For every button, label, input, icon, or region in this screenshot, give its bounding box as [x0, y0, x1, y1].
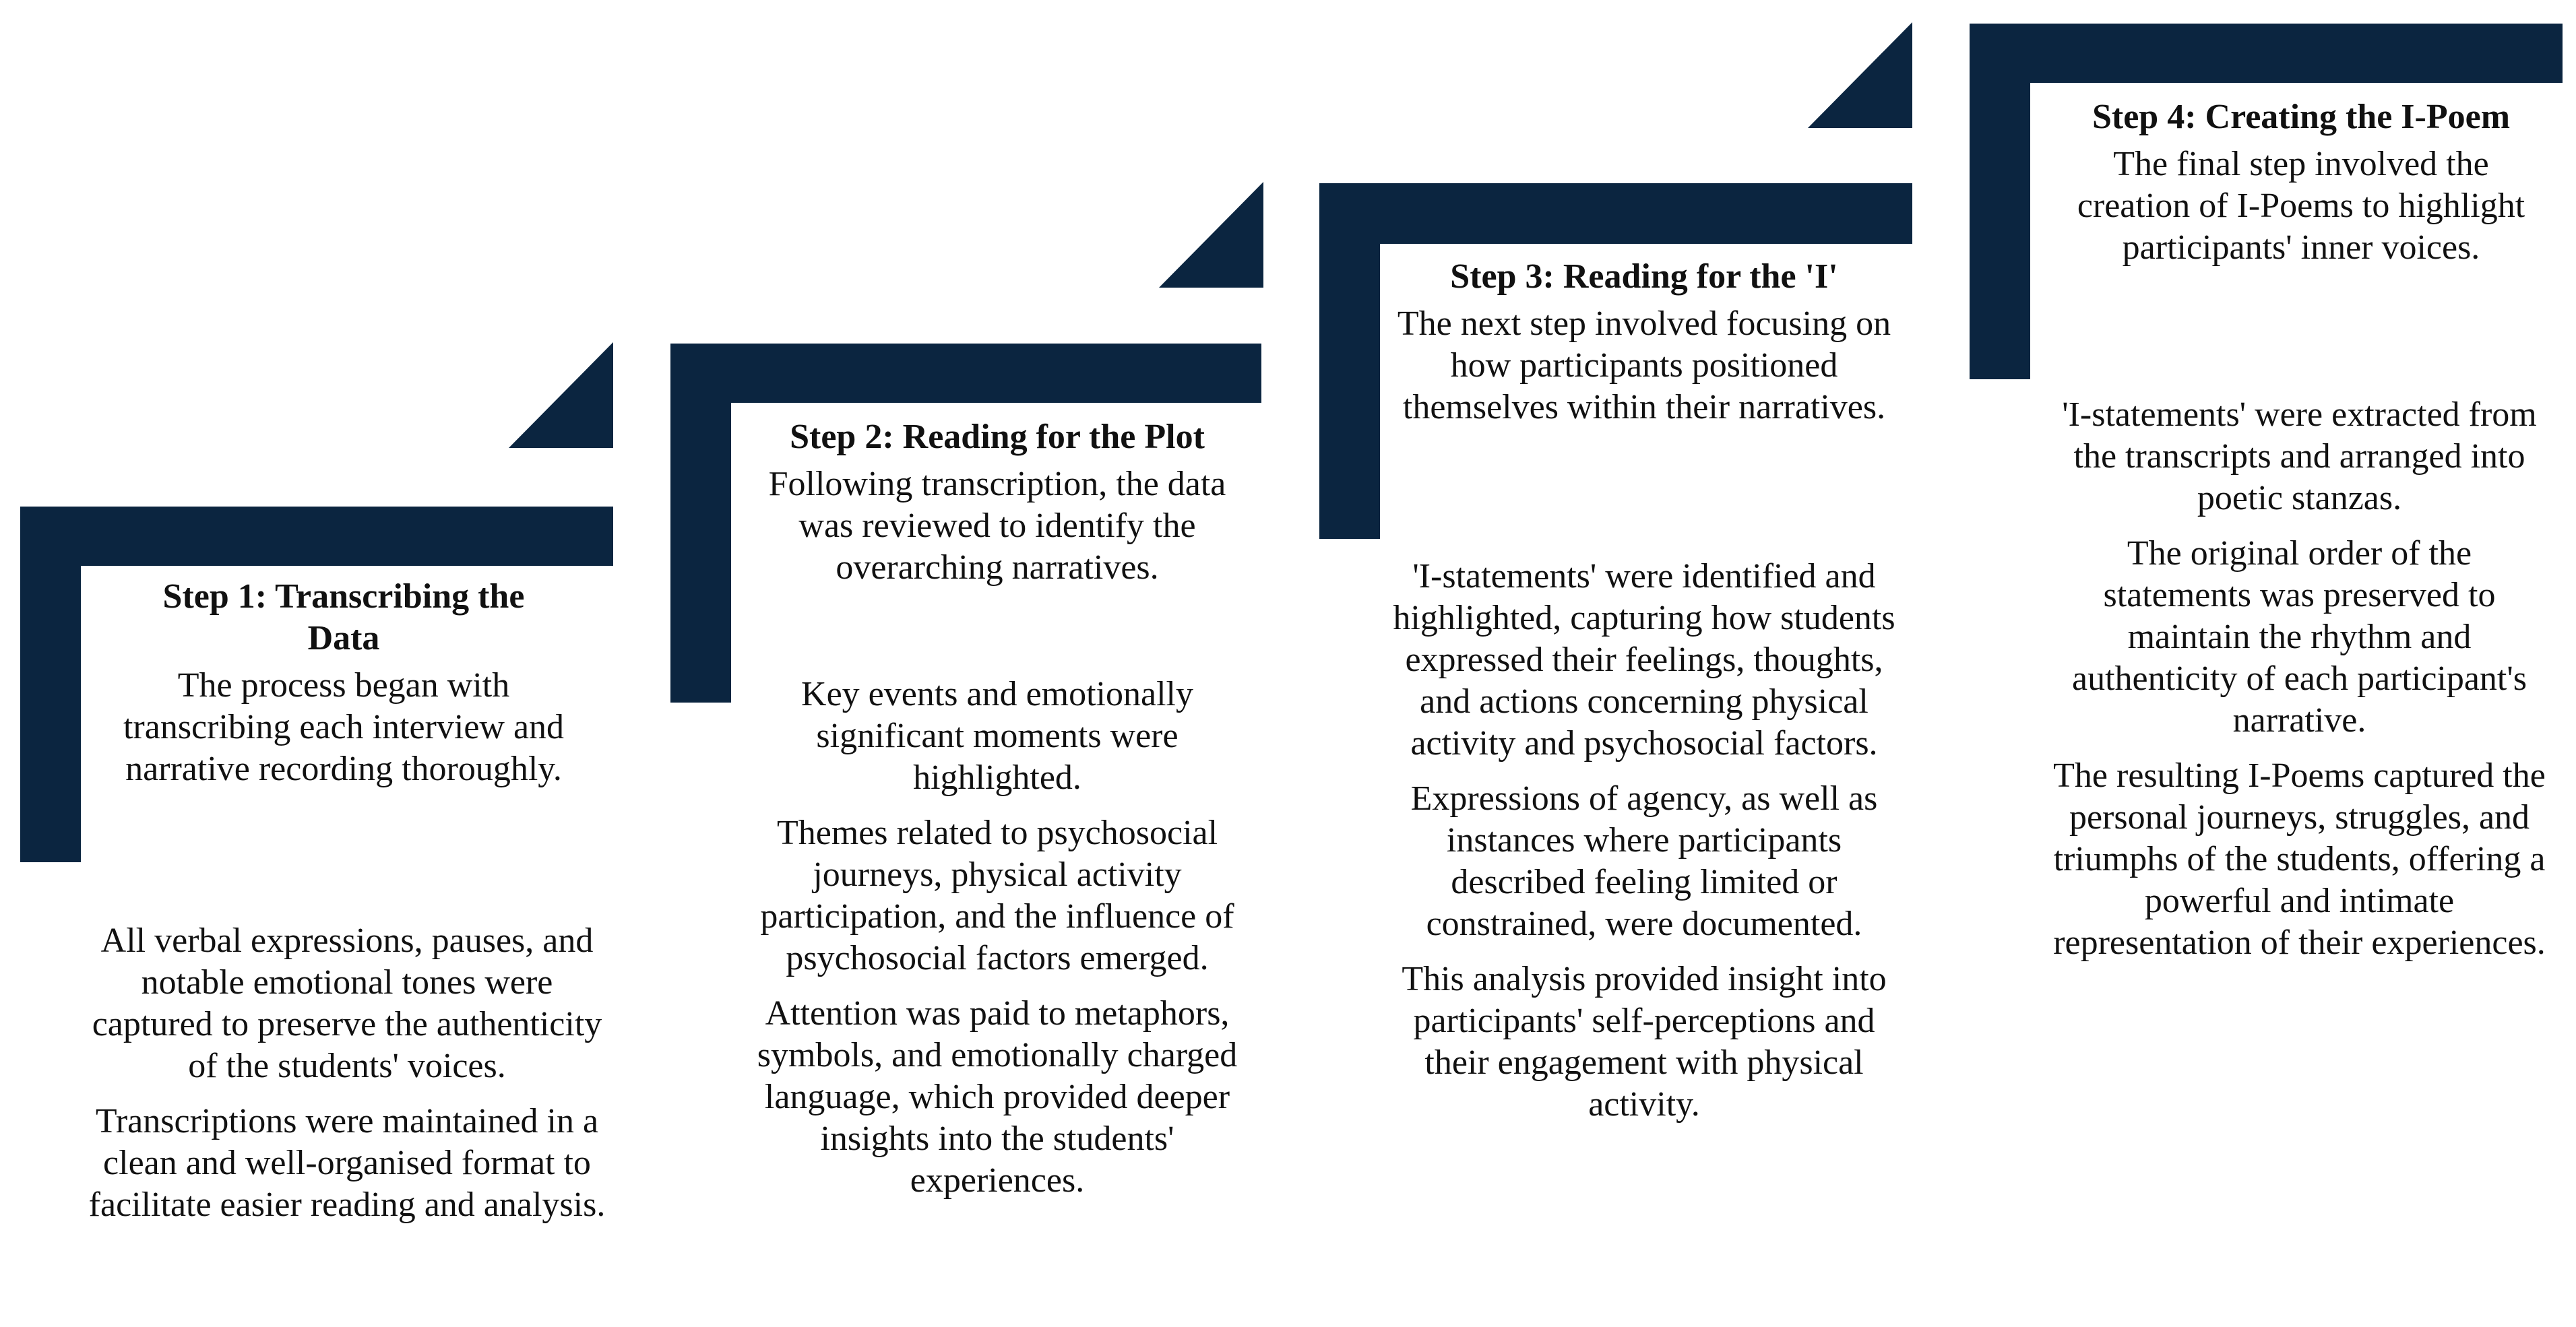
step1-header	[101, 576, 586, 790]
step2-detail-3: Attention was paid to metaphors, symbols, and emotionally charged language, which provided deeper insights into the students' experiences.	[757, 994, 1238, 1200]
step4-details	[2032, 394, 2567, 964]
step1-title: Step 1: Transcribing the Data	[162, 577, 525, 657]
step3-detail-3: This analysis provided insight into participants' self-perceptions and their engagement with physical activity.	[1402, 960, 1887, 1124]
step3-bracket-side	[1319, 183, 1380, 539]
step4-detail-3: The resulting I-Poems captured the personal journeys, struggles, and triumphs of the students, offering a powerful and intimate representation of their experiences.	[2053, 756, 2546, 962]
step1-arrow-triangle	[509, 342, 613, 448]
step2-title: Step 2: Reading for the Plot	[790, 418, 1205, 456]
step1-bracket-top	[20, 507, 613, 566]
step3-intro: The next step involved focusing on how participants positioned themselves within their narratives.	[1397, 304, 1891, 426]
step4-bracket-top	[1970, 24, 2563, 83]
step2-detail-2: Themes related to psychosocial journeys, physical activity participation, and the influence of psychosocial factors emerged.	[760, 814, 1234, 977]
step1-intro: The process began with transcribing each interview and narrative recording thoroughly.	[123, 666, 565, 788]
step2-intro: Following transcription, the data was reviewed to identify the overarching narratives.	[768, 465, 1226, 587]
step3-header	[1388, 256, 1900, 428]
step2-header	[741, 416, 1253, 589]
step2-arrow-triangle	[1159, 182, 1263, 288]
step2-detail-1: Key events and emotionally significant moments were highlighted.	[801, 675, 1193, 797]
step4-header	[2042, 96, 2561, 269]
step3-bracket-top	[1319, 183, 1912, 244]
step3-details	[1378, 556, 1910, 1126]
step2-details	[734, 674, 1260, 1202]
step4-title: Step 4: Creating the I-Poem	[2092, 98, 2511, 136]
step3-detail-2: Expressions of agency, as well as instances where participants described feeling limited or constrained, were documented.	[1410, 779, 1878, 943]
step4-detail-2: The original order of the statements was preserved to maintain the rhythm and authenticity of each participant's narrative.	[2072, 534, 2527, 740]
step1-bracket-side	[20, 507, 81, 862]
step4-intro: The final step involved the creation of I-Poems to highlight participants' inner voices.	[2077, 145, 2525, 267]
step4-bracket-side	[1970, 24, 2030, 379]
step3-title: Step 3: Reading for the 'I'	[1450, 257, 1838, 296]
step1-detail-2: Transcriptions were maintained in a clean and well-organised format to facilitate easier reading and analysis.	[88, 1102, 606, 1224]
step3-arrow-triangle	[1808, 22, 1912, 128]
step4-detail-1: 'I-statements' were extracted from the transcripts and arranged into poetic stanzas.	[2062, 395, 2537, 517]
step1-detail-1: All verbal expressions, pauses, and notable emotional tones were captured to preserve the authenticity of the students' voices.	[92, 921, 602, 1085]
step1-details	[77, 920, 617, 1226]
step2-bracket-side	[670, 344, 731, 703]
step3-detail-1: 'I-statements' were identified and highlighted, capturing how students expressed their feelings, thoughts, and actions concerning physical activity and psychosocial factors.	[1393, 557, 1895, 763]
step2-bracket-top	[670, 344, 1261, 403]
